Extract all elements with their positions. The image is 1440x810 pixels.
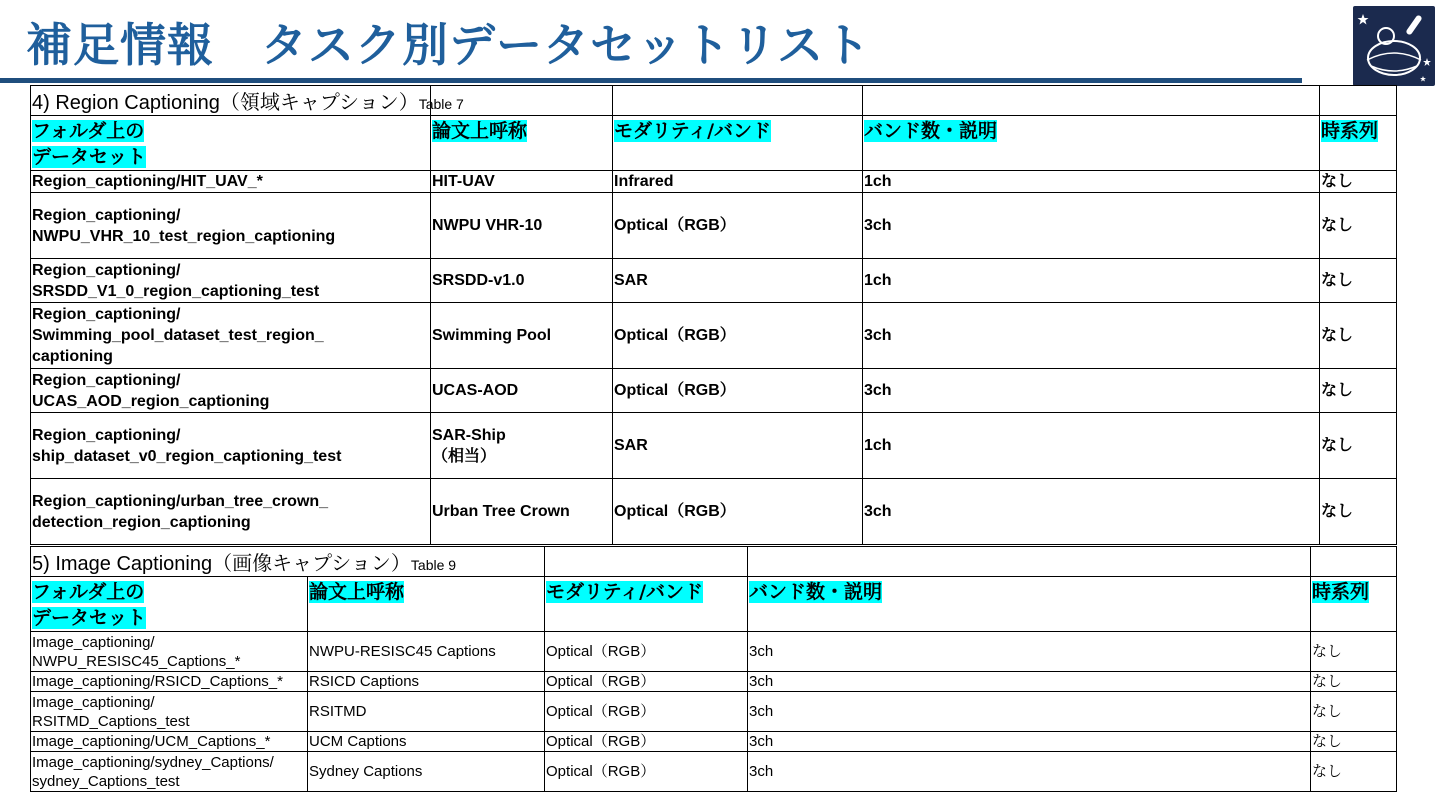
- cell-text: SAR: [614, 272, 648, 289]
- cell-text: 3ch: [749, 673, 774, 690]
- table-row: [31, 672, 1397, 692]
- folder-dataset-header: [31, 116, 431, 171]
- cell-text: なし: [1312, 763, 1343, 780]
- cell-text: 3ch: [749, 733, 774, 750]
- header-label: バンド数・説明: [864, 120, 998, 142]
- cell-text: Image_captioning/RSICD_Captions_*: [32, 673, 283, 690]
- header-label: モダリティ/バンド: [546, 581, 704, 603]
- table-row: [31, 752, 1397, 792]
- table-row: [31, 171, 1397, 193]
- header-label: 時系列: [1312, 581, 1370, 603]
- header-label: 論文上呼称: [309, 581, 405, 603]
- cell-text: Image_captioning/UCM_Captions_*: [32, 733, 271, 750]
- paper-name-cell: [431, 303, 613, 369]
- cell-text: なし: [1321, 173, 1354, 190]
- section-heading: 4) Region Captioning（領域キャプション）: [32, 92, 419, 114]
- table-row: [31, 259, 1397, 303]
- cell-text: Optical（RGB）: [546, 643, 656, 660]
- header-label: バンド数・説明: [749, 581, 883, 603]
- cell-text: なし: [1312, 733, 1343, 750]
- folder-path-cell: [31, 193, 431, 259]
- cell-text: 1ch: [864, 437, 892, 454]
- cell-text: Optical（RGB）: [546, 733, 656, 750]
- table-body: [31, 171, 1397, 545]
- band-count-cell: [748, 632, 1311, 672]
- cell-text: Optical（RGB）: [614, 327, 736, 344]
- table-caption-cell: [31, 86, 464, 116]
- modality-cell: [545, 732, 748, 752]
- sar-challenge-logo: [1353, 6, 1435, 86]
- folder-path-cell: [31, 171, 431, 193]
- header-row: [31, 116, 1397, 171]
- time-series-header: [1311, 577, 1397, 632]
- cell-text: RSITMD: [309, 703, 367, 720]
- cell-text: 3ch: [864, 382, 892, 399]
- time-series-cell: [1311, 752, 1397, 792]
- table-caption-row: [31, 86, 1397, 116]
- cell-text: UCM Captions: [309, 733, 407, 750]
- band-count-cell: [748, 752, 1311, 792]
- cell-text: なし: [1321, 272, 1354, 289]
- cell-text: なし: [1321, 503, 1354, 520]
- paper-name-cell: [308, 752, 545, 792]
- cell-text: SAR: [614, 437, 648, 454]
- folder-path-cell: [31, 479, 431, 545]
- title-underline: [0, 78, 1302, 83]
- time-series-cell: [1320, 193, 1397, 259]
- cell-text: なし: [1312, 643, 1343, 660]
- header-label: フォルダ上の: [32, 581, 145, 603]
- cell-text: なし: [1321, 437, 1354, 454]
- cell-text: Optical（RGB）: [546, 763, 656, 780]
- folder-path-cell: [31, 413, 431, 479]
- cell-text: SAR-Ship （相当）: [432, 426, 506, 465]
- cell-text: なし: [1312, 673, 1343, 690]
- band-count-cell: [748, 732, 1311, 752]
- time-series-cell: [1320, 479, 1397, 545]
- cell-text: SRSDD-v1.0: [432, 272, 525, 289]
- modality-cell: [545, 672, 748, 692]
- modality-cell: [613, 303, 863, 369]
- paper-name-cell: [431, 193, 613, 259]
- time-series-cell: [1320, 303, 1397, 369]
- time-series-cell: [1320, 171, 1397, 193]
- table-row: [31, 193, 1397, 259]
- cell-text: Optical（RGB）: [614, 217, 736, 234]
- paper-name-cell: [431, 171, 613, 193]
- cell-text: Infrared: [614, 173, 674, 190]
- modality-cell: [613, 171, 863, 193]
- cell-text: Region_captioning/ Swimming_pool_dataset_test_region_ captioning: [32, 306, 324, 365]
- cell-text: HIT-UAV: [432, 173, 495, 190]
- time-series-cell: [1311, 632, 1397, 672]
- modality-band-header: [545, 577, 748, 632]
- paper-name-cell: [308, 672, 545, 692]
- table-reference: Table 7: [418, 96, 464, 112]
- modality-cell: [545, 632, 748, 672]
- cell-text: NWPU-RESISC45 Captions: [309, 643, 496, 660]
- cell-text: 1ch: [864, 173, 892, 190]
- cell-text: なし: [1321, 382, 1354, 399]
- band-count-cell: [748, 692, 1311, 732]
- table-row: [31, 632, 1397, 672]
- cell-text: Image_captioning/ RSITMD_Captions_test: [32, 693, 190, 730]
- band-count-cell: [863, 413, 1320, 479]
- table-row: [31, 303, 1397, 369]
- band-count-cell: [863, 369, 1320, 413]
- cell-text: Optical（RGB）: [614, 503, 736, 520]
- cell-text: 3ch: [749, 643, 774, 660]
- modality-cell: [613, 369, 863, 413]
- region-captioning-table: [30, 85, 1397, 545]
- band-count-header: [863, 116, 1320, 171]
- folder-path-cell: [31, 369, 431, 413]
- folder-path-cell: [31, 672, 308, 692]
- table-caption-row: [31, 547, 1397, 577]
- cell-text: 3ch: [864, 217, 892, 234]
- folder-path-cell: [31, 692, 308, 732]
- paper-name-cell: [308, 632, 545, 672]
- table-caption-cell: [31, 547, 545, 577]
- cell-text: Image_captioning/ NWPU_RESISC45_Captions_*: [32, 633, 241, 670]
- band-count-cell: [863, 171, 1320, 193]
- cell-text: Region_captioning/ NWPU_VHR_10_test_region_captioning: [32, 206, 336, 245]
- paper-name-header: [431, 116, 613, 171]
- header-label: 論文上呼称: [432, 120, 528, 142]
- header-label: データセット: [32, 146, 147, 168]
- cell-text: Urban Tree Crown: [432, 503, 570, 520]
- cell-text: Sydney Captions: [309, 763, 423, 780]
- table-row: [31, 369, 1397, 413]
- table-row: [31, 692, 1397, 732]
- cell-text: Optical（RGB）: [614, 382, 736, 399]
- cell-text: Region_captioning/ SRSDD_V1_0_region_captioning_test: [32, 261, 320, 300]
- cell-text: 3ch: [864, 327, 892, 344]
- band-count-cell: [748, 672, 1311, 692]
- header-label: データセット: [32, 607, 147, 629]
- modality-cell: [545, 752, 748, 792]
- header-label: 時系列: [1321, 120, 1379, 142]
- time-series-cell: [1311, 732, 1397, 752]
- cell-text: なし: [1321, 327, 1354, 344]
- time-series-cell: [1311, 692, 1397, 732]
- cell-text: UCAS-AOD: [432, 382, 519, 399]
- folder-path-cell: [31, 303, 431, 369]
- page-title: 補足情報 タスク別データセットリスト: [26, 18, 872, 72]
- header-row: [31, 577, 1397, 632]
- section-heading: 5) Image Captioning（画像キャプション）: [32, 553, 411, 575]
- cell-text: Region_captioning/urban_tree_crown_ detection_region_captioning: [32, 492, 329, 531]
- modality-cell: [613, 259, 863, 303]
- header-label: フォルダ上の: [32, 120, 145, 142]
- cell-text: 3ch: [749, 763, 774, 780]
- cell-text: Region_captioning/ ship_dataset_v0_region_captioning_test: [32, 426, 342, 465]
- band-count-cell: [863, 303, 1320, 369]
- paper-name-cell: [308, 692, 545, 732]
- time-series-cell: [1311, 672, 1397, 692]
- table-row: [31, 732, 1397, 752]
- table-reference: Table 9: [410, 557, 457, 573]
- image-captioning-table: [30, 546, 1397, 792]
- paper-name-cell: [431, 479, 613, 545]
- paper-name-header: [308, 577, 545, 632]
- band-count-header: [748, 577, 1311, 632]
- time-series-cell: [1320, 413, 1397, 479]
- folder-path-cell: [31, 732, 308, 752]
- cell-text: Region_captioning/HIT_UAV_*: [32, 173, 263, 190]
- cell-text: NWPU VHR-10: [432, 217, 543, 234]
- time-series-cell: [1320, 259, 1397, 303]
- cell-text: Swimming Pool: [432, 327, 552, 344]
- table-body: [31, 632, 1397, 792]
- band-count-cell: [863, 479, 1320, 545]
- folder-path-cell: [31, 632, 308, 672]
- paper-name-cell: [431, 259, 613, 303]
- cell-text: Image_captioning/sydney_Captions/ sydney_Captions_test: [32, 753, 274, 790]
- modality-band-header: [613, 116, 863, 171]
- cell-text: なし: [1321, 217, 1354, 234]
- paper-name-cell: [308, 732, 545, 752]
- paper-name-cell: [431, 369, 613, 413]
- table-row: [31, 479, 1397, 545]
- modality-cell: [613, 479, 863, 545]
- band-count-cell: [863, 193, 1320, 259]
- cell-text: Region_captioning/ UCAS_AOD_region_captioning: [32, 371, 270, 410]
- cell-text: Optical（RGB）: [546, 703, 656, 720]
- folder-dataset-header: [31, 577, 308, 632]
- cell-text: 3ch: [864, 503, 892, 520]
- modality-cell: [545, 692, 748, 732]
- header-label: モダリティ/バンド: [614, 120, 772, 142]
- table-row: [31, 413, 1397, 479]
- modality-cell: [613, 193, 863, 259]
- cell-text: RSICD Captions: [309, 673, 420, 690]
- time-series-header: [1320, 116, 1397, 171]
- cell-text: 3ch: [749, 703, 774, 720]
- band-count-cell: [863, 259, 1320, 303]
- time-series-cell: [1320, 369, 1397, 413]
- folder-path-cell: [31, 752, 308, 792]
- paper-name-cell: [431, 413, 613, 479]
- cell-text: 1ch: [864, 272, 892, 289]
- folder-path-cell: [31, 259, 431, 303]
- modality-cell: [613, 413, 863, 479]
- cell-text: Optical（RGB）: [546, 673, 656, 690]
- cell-text: なし: [1312, 703, 1343, 720]
